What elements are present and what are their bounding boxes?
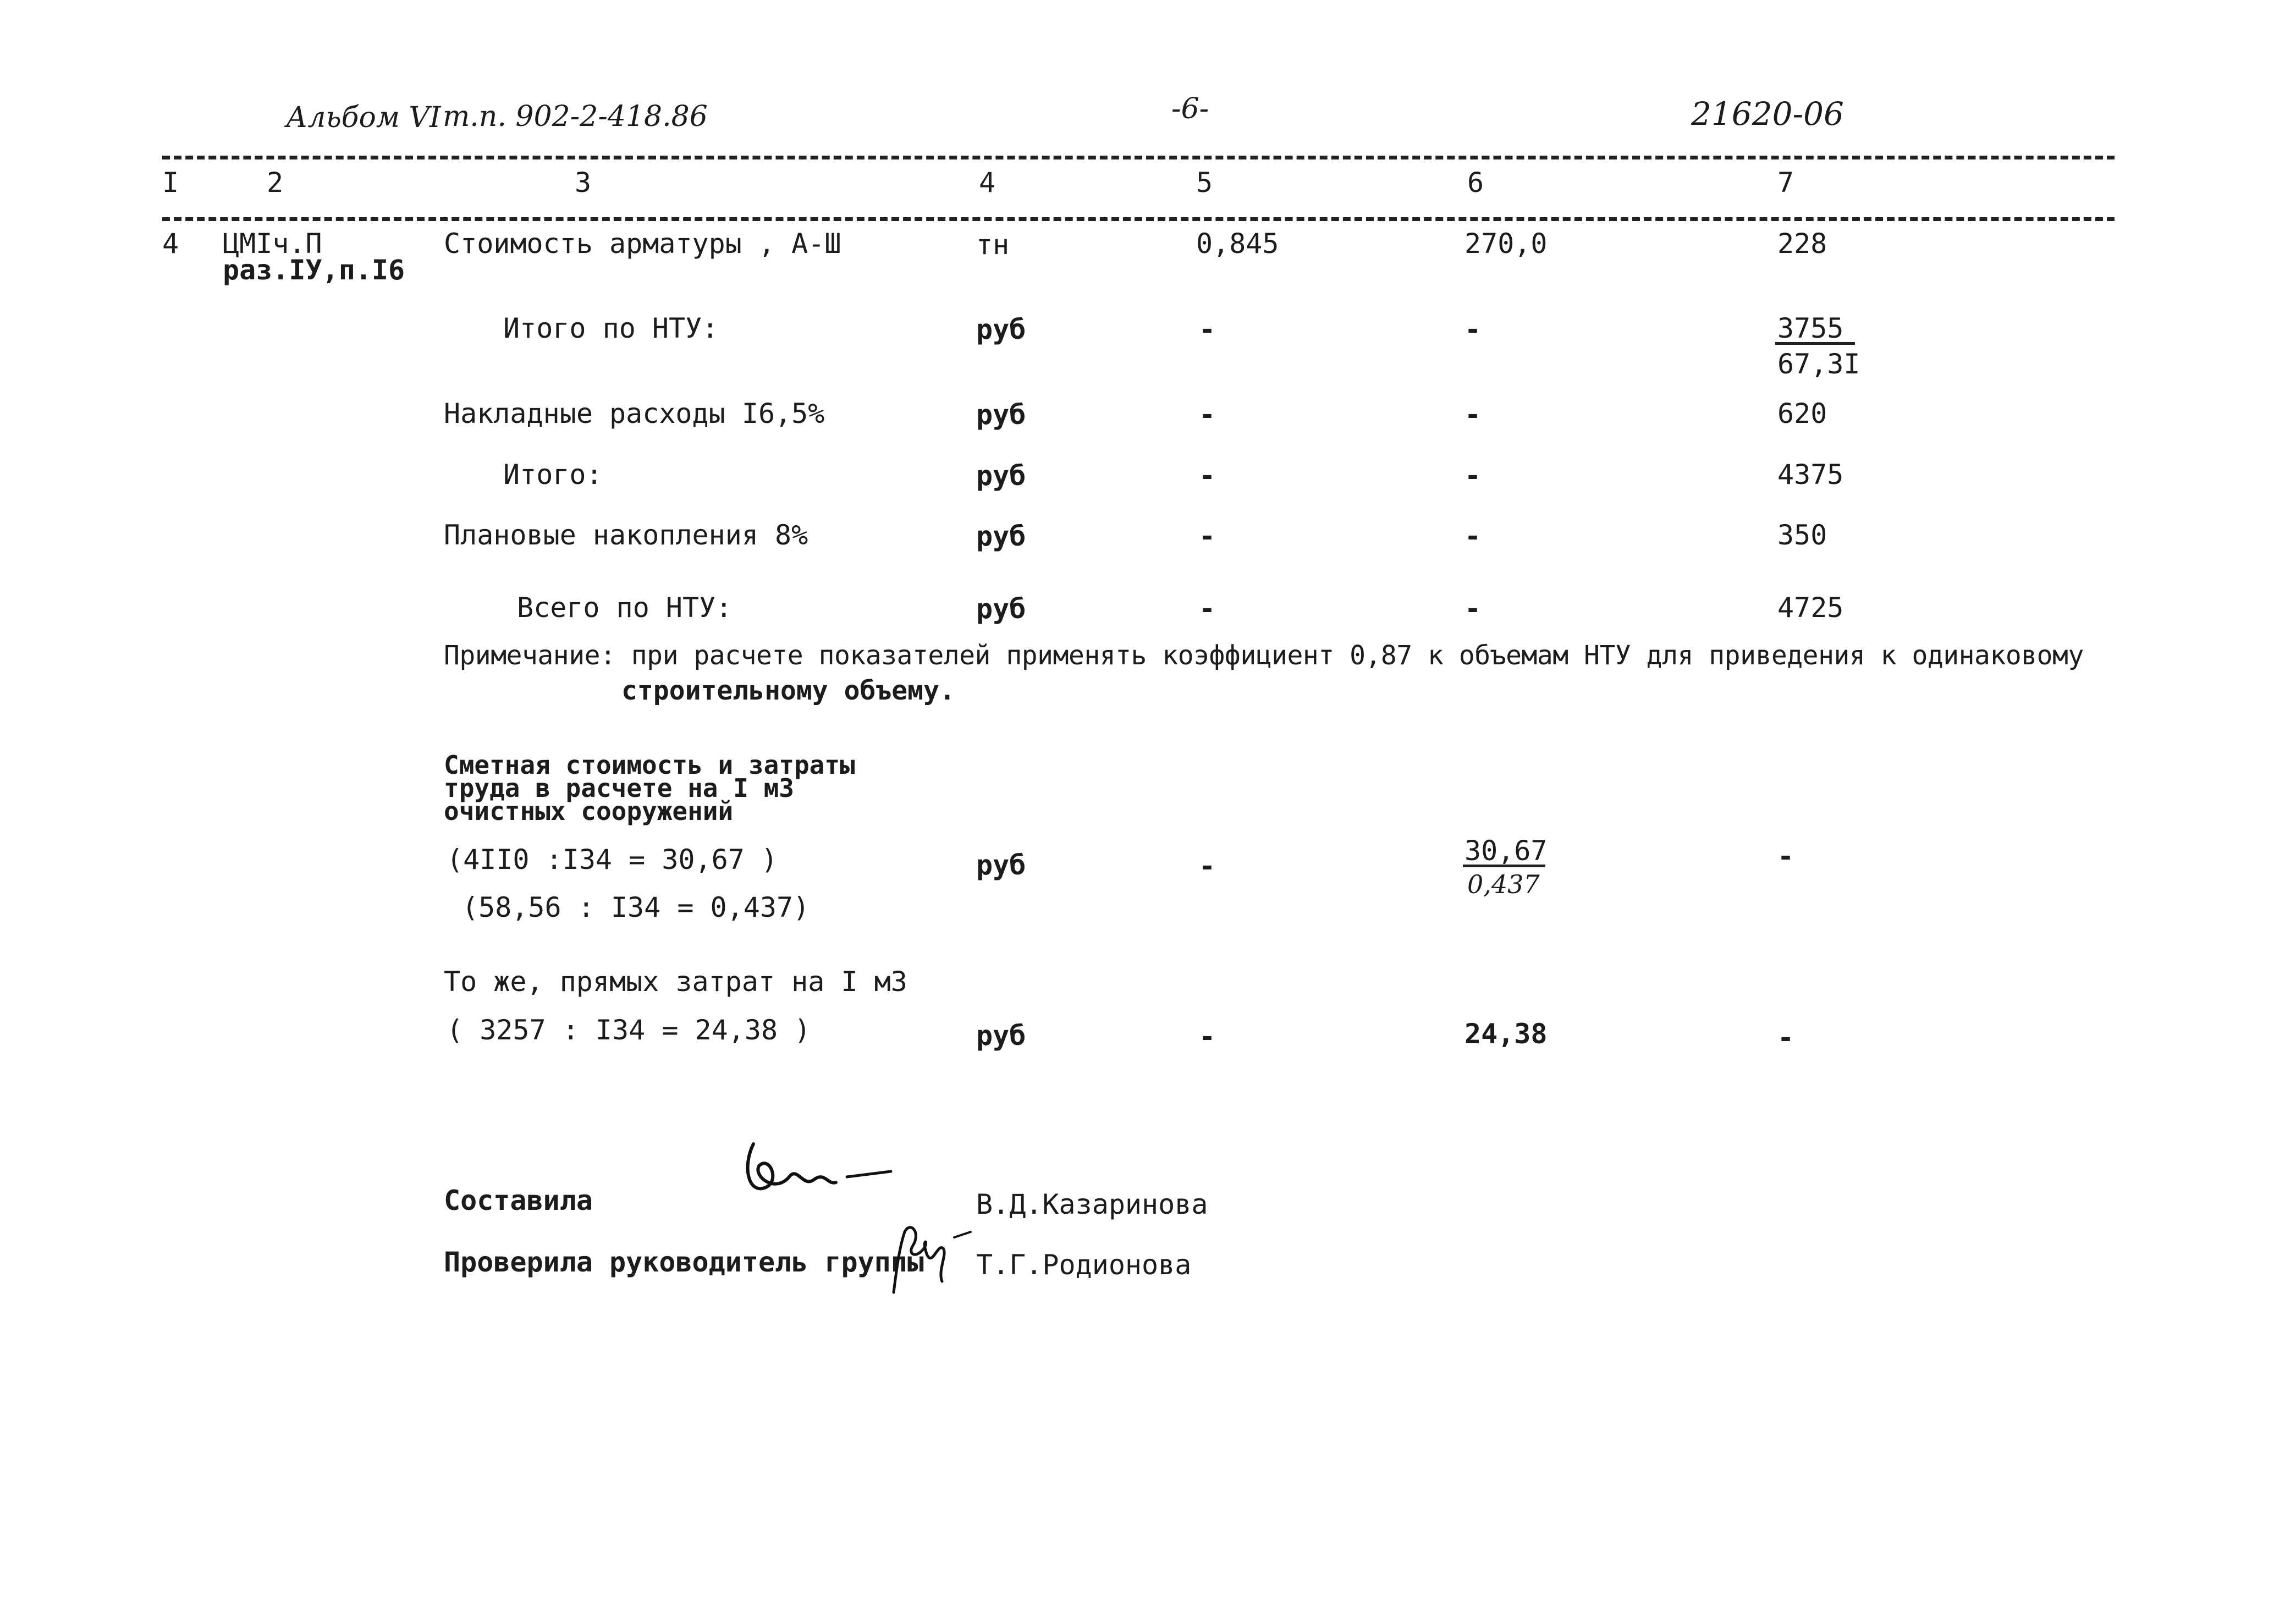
overhead-total: 620 [1777, 398, 1827, 430]
subtotal-label: Итого: [503, 459, 603, 491]
checker-signature [883, 1215, 982, 1303]
grand-total-unit: руб [976, 593, 1026, 625]
labor-per-m3: 0,437 [1467, 869, 1540, 899]
planned-savings-unit: руб [976, 520, 1026, 552]
subtotal-col5: - [1199, 460, 1216, 492]
direct-costs-col7: - [1777, 1022, 1794, 1054]
row-name: Стоимость арматуры , А-Ш [444, 228, 841, 260]
subtotal-ntu-total: 3755 [1777, 312, 1844, 344]
album-label: Альбом VI [286, 101, 441, 134]
subtotal-ntu-col5: - [1199, 313, 1216, 345]
col-header-2: 2 [267, 167, 284, 199]
direct-costs-calc: ( 3257 : I34 = 24,38 ) [447, 1014, 811, 1046]
planned-savings-col5: - [1199, 520, 1216, 552]
overhead-col6: - [1464, 399, 1482, 431]
col-header-4: 4 [979, 167, 996, 199]
cost-per-m3: 30,67 [1464, 835, 1548, 867]
checked-by-label: Проверила руководитель группы [444, 1246, 924, 1278]
direct-costs-per-m3: 24,38 [1464, 1018, 1548, 1050]
col-header-6: 6 [1467, 167, 1484, 199]
note-line2: строительному объему. [621, 675, 955, 706]
compiled-by-name: В.Д.Казаринова [976, 1188, 1208, 1220]
subtotal-total: 4375 [1777, 459, 1844, 491]
cost-calc-1: (4II0 :I34 = 30,67 ) [447, 844, 778, 876]
compiler-signature [737, 1133, 902, 1210]
grand-total-col6: - [1464, 593, 1482, 625]
cost-calc-2: (58,56 : I34 = 0,437) [462, 891, 810, 923]
row-total: 228 [1777, 228, 1827, 260]
header-rule-top [162, 156, 2115, 159]
grand-total-label: Всего по НТУ: [517, 592, 733, 624]
compiled-by-label: Составила [444, 1185, 593, 1216]
col-header-3: 3 [575, 167, 592, 199]
document-code: 21620-06 [1691, 95, 1844, 133]
overhead-unit: руб [976, 399, 1026, 431]
direct-costs-col5: - [1199, 1021, 1216, 1053]
cost-col7: - [1777, 840, 1794, 872]
cost-block-title-line3: очистных сооружений [444, 796, 734, 826]
overhead-label: Накладные расходы I6,5% [444, 398, 825, 430]
cost-fraction-line [1463, 865, 1545, 867]
fraction-line [1775, 342, 1855, 345]
cost-block-title-line2: труда в расчете на I м3 [444, 773, 794, 803]
subtotal-col6: - [1464, 460, 1482, 492]
row-unit: тн [976, 229, 1010, 261]
col-header-5: 5 [1196, 167, 1213, 199]
row-quantity: 0,845 [1196, 228, 1279, 260]
planned-savings-label: Плановые накопления 8% [444, 519, 808, 551]
row-price: 270,0 [1464, 228, 1548, 260]
page-number: -6- [1171, 92, 1209, 125]
header-rule-bottom [162, 217, 2115, 221]
cost-col5: - [1199, 850, 1216, 882]
col-header-1: I [162, 167, 179, 199]
subtotal-ntu-labor: 67,3I [1777, 348, 1860, 380]
note-line1: Примечание: при расчете показателей применять коэффициент 0,87 к объемам НТУ для приведения к одинаковому [444, 640, 2084, 671]
subtotal-ntu-label: Итого по НТУ: [503, 312, 719, 344]
planned-savings-total: 350 [1777, 519, 1827, 551]
checked-by-name: Т.Г.Родионова [976, 1249, 1192, 1281]
cost-block-title-line1: Сметная стоимость и затраты [444, 750, 855, 780]
subtotal-ntu-col6: - [1464, 313, 1482, 345]
subtotal-unit: руб [976, 460, 1026, 492]
row-number: 4 [162, 228, 179, 260]
project-number: т.п. 902-2-418.86 [443, 100, 708, 133]
grand-total-col5: - [1199, 593, 1216, 625]
planned-savings-col6: - [1464, 520, 1482, 552]
overhead-col5: - [1199, 399, 1216, 431]
cost-unit: руб [976, 849, 1026, 881]
row-reference-line2: раз.IУ,п.I6 [223, 254, 405, 286]
col-header-7: 7 [1777, 167, 1794, 199]
subtotal-ntu-unit: руб [976, 313, 1026, 345]
direct-costs-title: То же, прямых затрат на I м3 [444, 966, 907, 998]
grand-total-value: 4725 [1777, 592, 1844, 624]
direct-costs-unit: руб [976, 1020, 1026, 1052]
row-reference-line1: ЦМIч.П [223, 228, 322, 260]
